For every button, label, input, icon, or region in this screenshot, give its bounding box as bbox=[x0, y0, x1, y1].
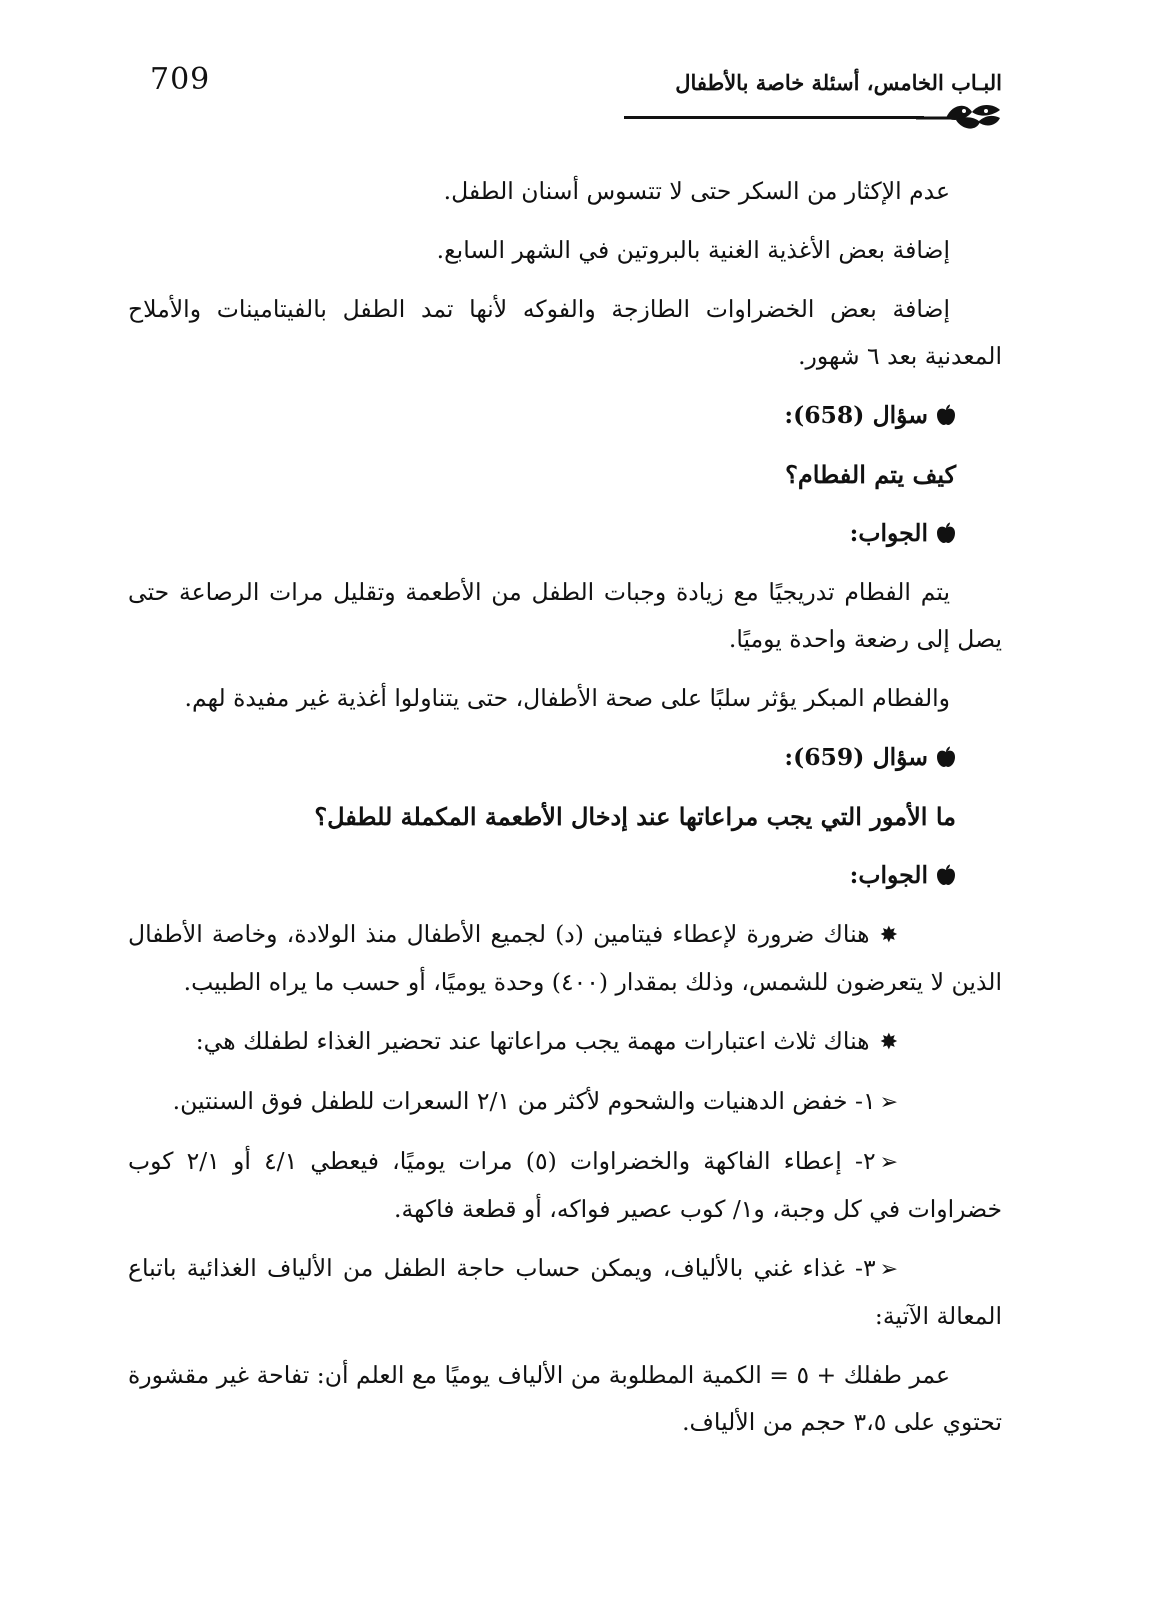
asterisk-icon: ✸ bbox=[879, 923, 898, 948]
text-line: إضافة بعض الخضراوات الطازجة والفوكه لأنها تمد الطفل بالفيتامينات والأملاح المعدنية بعد ٦ شهور. bbox=[128, 295, 1002, 370]
list-item-text: ٢- إعطاء الفاكهة والخضراوات (٥) مرات يوميًا، فيعطي ٤/١ أو ٢/١ كوب خضراوات في كل وجبة، و١/ كوب عصير فواكه، أو قطعة فاكهة. bbox=[128, 1147, 1002, 1223]
question-heading bbox=[128, 392, 1002, 439]
apple-icon bbox=[936, 522, 956, 544]
answer-label: الجواب: bbox=[849, 519, 928, 547]
bullet-text: هناك ثلاث اعتبارات مهمة يجب مراعاتها عند تحضير الغذاء لطفلك هي: bbox=[195, 1027, 870, 1055]
page-content bbox=[128, 168, 1002, 1458]
text-line: عدم الإكثار من السكر حتى لا تتسوس أسنان الطفل. bbox=[443, 177, 950, 205]
arrowhead-icon: ➢ bbox=[879, 1150, 898, 1175]
question-text: ما الأمور التي يجب مراعاتها عند إدخال الأطعمة المكملة للطفل؟ bbox=[314, 802, 956, 831]
answer-heading bbox=[128, 510, 1002, 557]
question-heading bbox=[128, 734, 1002, 781]
answer-paragraph: والفطام المبكر يؤثر سلبًا على صحة الأطفال، حتى يتناولوا أغذية غير مفيدة لهم. bbox=[184, 684, 950, 712]
header-rule bbox=[624, 116, 924, 119]
page-header bbox=[128, 56, 1002, 126]
list-item bbox=[128, 1078, 1002, 1126]
apple-icon bbox=[936, 864, 956, 886]
leaf-ornament-icon bbox=[916, 100, 1002, 134]
formula-paragraph: عمر طفلك + ٥ = الكمية المطلوبة من الألياف يوميًا مع العلم أن: تفاحة غير مقشورة تحتوي على ٣،٥ حجم من الألياف. bbox=[128, 1361, 1002, 1436]
answer-paragraph: يتم الفطام تدريجيًا مع زيادة وجبات الطفل من الأطعمة وتقليل مرات الرصاعة حتى يصل إلى رضعة واحدة يوميًا. bbox=[128, 578, 1002, 653]
answer-heading bbox=[128, 852, 1002, 899]
list-item bbox=[128, 1138, 1002, 1233]
question-text: كيف يتم الفطام؟ bbox=[785, 460, 956, 489]
arrowhead-icon: ➢ bbox=[879, 1257, 898, 1282]
page-number: 709 bbox=[150, 62, 211, 97]
apple-icon bbox=[936, 404, 956, 426]
bullet-paragraph bbox=[128, 911, 1002, 1006]
list-item bbox=[128, 1245, 1002, 1340]
bullet-text: هناك ضرورة لإعطاء فيتامين (د) لجميع الأطفال منذ الولادة، وخاصة الأطفال الذين لا يتعرضون للشمس، وذلك بمقدار (٤٠٠) وحدة يوميًا، أو حسب ما يراه الطبيب. bbox=[128, 920, 1002, 996]
asterisk-icon: ✸ bbox=[879, 1030, 898, 1055]
arrowhead-icon: ➢ bbox=[879, 1090, 898, 1115]
list-item-text: ٣- غذاء غني بالألياف، ويمكن حساب حاجة الطفل من الألياف الغذائية باتباع المعالة الآتية: bbox=[128, 1254, 1002, 1330]
question-label: سؤال (659): bbox=[784, 743, 928, 771]
answer-label: الجواب: bbox=[849, 861, 928, 889]
apple-icon bbox=[936, 746, 956, 768]
running-title: البـاب الخامس، أسئلة خاصة بالأطفال bbox=[675, 70, 1002, 95]
question-label: سؤال (658): bbox=[784, 401, 928, 429]
list-item-text: ١- خفض الدهنيات والشحوم لأكثر من ٢/١ السعرات للطفل فوق السنتين. bbox=[172, 1087, 876, 1115]
text-line: إضافة بعض الأغذية الغنية بالبروتين في الشهر السابع. bbox=[436, 236, 950, 264]
bullet-paragraph bbox=[128, 1018, 1002, 1066]
